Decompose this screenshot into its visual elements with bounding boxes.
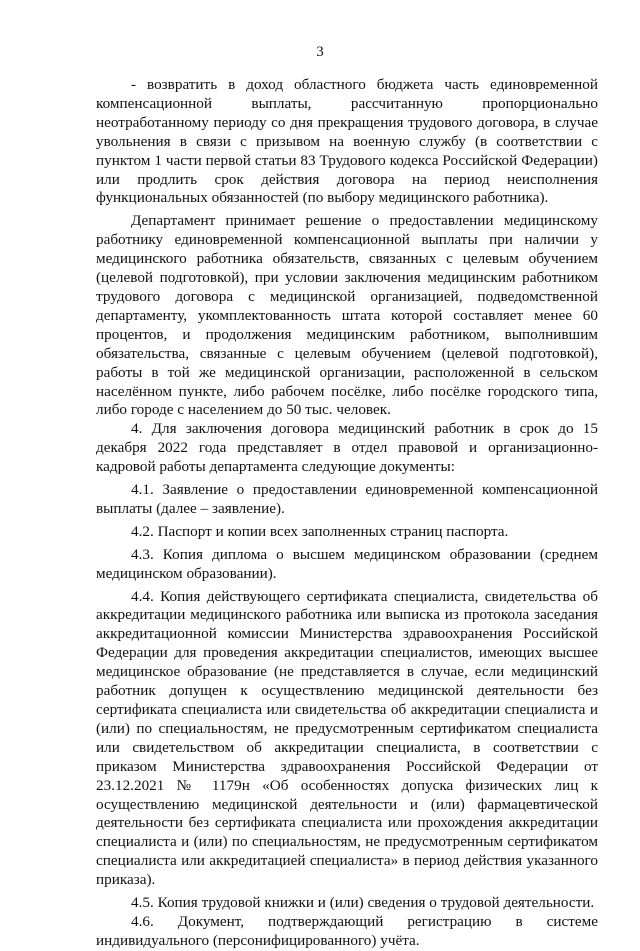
paragraph-return-payment: - возвратить в доход областного бюджета часть единовременной компенсационной выплаты, рассчитанную пропорционально неотработанному периоду со дня прекращения трудового договора, в случае увольнения в связи с призывом на военную службу (в соответствии с пунктом 1 части первой статьи 83 Трудового кодекса Российской Федерации) или продлить срок действия договора на период неисполнения функциональных обязанностей (по выбору медицинского работника). — [96, 76, 598, 207]
paragraph-item-4-6: 4.6. Документ, подтверждающий регистрацию в системе индивидуального (персонифицированного) учёта. — [96, 912, 598, 949]
paragraph-item-4-1: 4.1. Заявление о предоставлении единовременной компенсационной выплаты (далее – заявление). — [96, 481, 598, 517]
page-number: 3 — [316, 44, 324, 60]
paragraph-item-4: 4. Для заключения договора медицинский работник в срок до 15 декабря 2022 года представляет в отдел правовой и организационно-кадровой работы департамента следующие документы: — [96, 420, 598, 476]
paragraph-department-decision: Департамент принимает решение о предоставлении медицинскому работнику единовременной компенсационной выплаты при наличии у медицинского работника обязательств, связанных с целевым обучением (целевой подготовкой), при условии заключения медицинским работником трудового договора с медицинской организацией, подведомственной департаменту, укомплектованность штата которой составляет менее 60 процентов, и продолжения медицинским работником, выполнившим обязательства, связанные с целевым обучением (целевой подготовкой), работы в той же медицинской организации, расположенной в сельском населённом пункте, либо рабочем посёлке, либо посёлке городского типа, либо городе с населением до 50 тыс. человек. — [96, 212, 598, 419]
paragraph-item-4-2: 4.2. Паспорт и копии всех заполненных страниц паспорта. — [131, 522, 509, 540]
document-body — [96, 76, 598, 951]
paragraph-item-4-5: 4.5. Копия трудовой книжки и (или) сведения о трудовой деятельности. — [131, 894, 595, 912]
paragraph-item-4-4: 4.4. Копия действующего сертификата специалиста, свидетельства об аккредитации медицинского работника или выписка из протокола заседания аккредитационной комиссии Министерства здравоохранения Российской Федерации для проведения аккредитации специалистов, имеющих высшее медицинское образование (не представляется в случае, если медицинский работник допущен к осуществлению медицинской деятельности без сертификата специалиста или свидетельства об аккредитации специалиста и (или) по специальностям, не предусмотренным сертификатом специалиста или свидетельством об аккредитации специалиста, в соответствии с приказом Министерства здравоохранения Российской Федерации от 23.12.2021 № 1179н «Об особенностях допуска физических лиц к осуществлению медицинской деятельности и (или) фармацевтической деятельности без сертификата специалиста или прохождения аккредитации специалиста и (или) по специальностям, не предусмотренным сертификатом специалиста или аккредитацией специалиста» в период действия указанного приказа). — [96, 587, 598, 889]
paragraph-item-4-3: 4.3. Копия диплома о высшем медицинском образовании (среднем медицинском образовании). — [96, 545, 598, 582]
